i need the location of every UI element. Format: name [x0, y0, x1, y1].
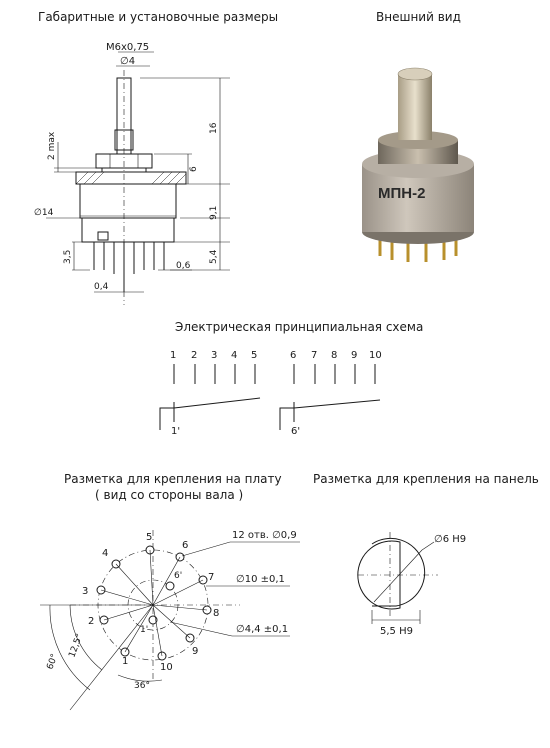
angle-36-label: 36°: [134, 681, 150, 691]
pin-label: 2: [88, 616, 95, 627]
panel-diameter-callout: ∅6 H9: [434, 534, 467, 545]
outer-circle-callout: ∅10 ±0,1: [236, 574, 285, 585]
schematic-title: Электрическая принципиальная схема: [175, 320, 424, 334]
schematic-group-2: [280, 350, 382, 437]
common-pin-label: 6': [174, 571, 183, 581]
contact-label: 9: [351, 350, 358, 361]
common-pin-label: 1': [140, 625, 149, 635]
appearance-title: Внешний вид: [376, 10, 461, 24]
pin-label: 10: [160, 662, 173, 673]
board-layout: [10, 510, 297, 730]
dim-9-1: 9,1: [209, 205, 219, 220]
pin-label: 4: [102, 548, 109, 559]
panel-width-callout: 5,5 H9: [380, 626, 413, 637]
dim-0-6: 0,6: [176, 261, 191, 271]
contact-label: 7: [311, 350, 318, 361]
pin-label: 7: [208, 572, 215, 583]
dimension-drawing: [20, 30, 280, 320]
contact-label: 5: [251, 350, 258, 361]
dim-16: 16: [209, 122, 219, 134]
dimensions-title: Габаритные и установочные размеры: [38, 10, 279, 24]
dim-6: 6: [189, 166, 199, 172]
panel-title: Разметка для крепления на панель: [313, 472, 539, 486]
dim-0-4: 0,4: [94, 282, 109, 292]
pin-label: 6: [182, 540, 189, 551]
panel-layout: [350, 520, 530, 640]
board-title: Разметка для крепления на плату: [64, 472, 282, 486]
pin-label: 8: [213, 608, 220, 619]
common-contact-label: 6': [291, 426, 301, 437]
contact-label: 3: [211, 350, 218, 361]
inner-circle-callout: ∅4,4 ±0,1: [236, 624, 289, 635]
photo-model-label: МПН-2: [378, 185, 426, 202]
dim-2-max: 2 max: [47, 131, 57, 160]
contact-label: 6: [290, 350, 297, 361]
angle-60-label: 60°: [45, 652, 61, 672]
dim-5-4: 5,4: [209, 249, 219, 264]
contact-label: 10: [369, 350, 382, 361]
pin-label: 1: [122, 656, 129, 667]
angle-12-5-label: 12,5°: [67, 632, 86, 660]
pin-label: 3: [82, 586, 89, 597]
contact-label: 8: [331, 350, 338, 361]
contact-label: 1: [170, 350, 177, 361]
dim-3-5: 3,5: [63, 249, 73, 264]
pin-label: 9: [192, 646, 199, 657]
electrical-schematic: [150, 342, 410, 442]
product-photo: [352, 64, 492, 264]
holes-callout: 12 отв. ∅0,9: [232, 530, 297, 541]
shaft-diameter-label: ∅4: [120, 56, 136, 67]
contact-label: 4: [231, 350, 238, 361]
thread-label: М6х0,75: [106, 42, 150, 53]
pin-label: 5: [146, 532, 153, 543]
dim-d14: ∅14: [34, 208, 54, 218]
board-subtitle: ( вид со стороны вала ): [95, 488, 244, 502]
common-contact-label: 1': [171, 426, 181, 437]
contact-label: 2: [191, 350, 198, 361]
schematic-group-1: [160, 350, 260, 437]
